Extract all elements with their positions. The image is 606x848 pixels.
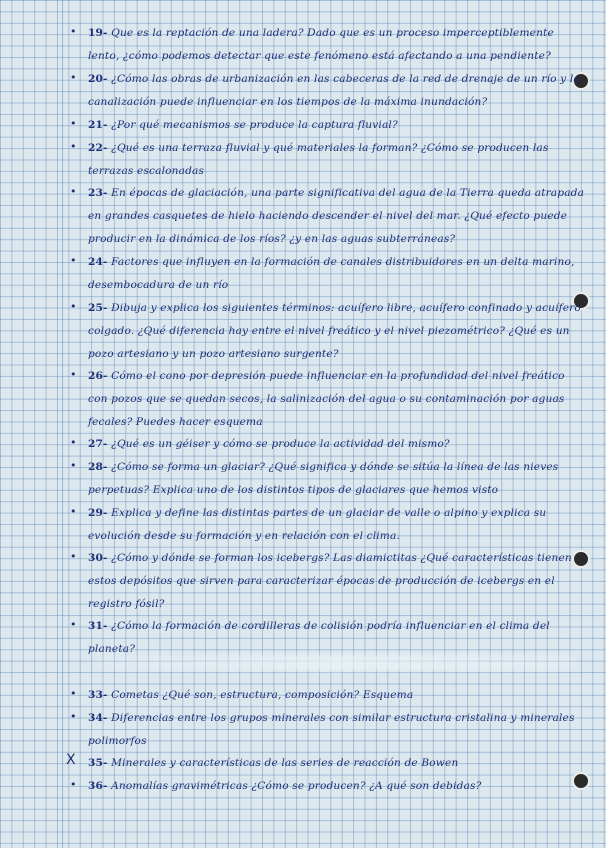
question-number: 24- [88,256,108,268]
question-text [88,365,586,433]
question-number: 21- [88,119,108,131]
question-text [88,456,586,502]
cross-mark: X [66,752,76,768]
bullet: • [70,117,77,130]
question-text [88,433,586,456]
question-text [88,707,586,753]
question-text [88,137,586,183]
bullet: • [70,618,77,631]
bullet: • [70,71,77,84]
bullet: • [70,687,77,700]
question-body: En épocas de glaciación, una parte significativa del agua de la Tierra queda atrapada en grandes casquetes de hielo haciendo descender el nivel del mar. ¿Qué efecto puede producir en la dinámica de los ríos? ¿y en las aguas subterráneas? [88,187,585,245]
question-number: 27- [88,438,108,450]
bullet: • [70,185,77,198]
question-text [88,775,586,798]
bullet: • [70,505,77,518]
bullet: • [70,300,77,313]
question-number: 23- [88,187,108,199]
question-number: 33- [88,689,108,701]
question-text [88,251,586,297]
question-number: 34- [88,712,108,724]
question-text [88,615,586,661]
bullet: • [70,778,77,791]
question-number: 20- [88,73,108,85]
question-text [88,68,586,114]
bullet: • [70,710,77,723]
question-number: 35- [88,757,108,769]
question-text [88,182,586,250]
question-body: ¿Cómo las obras de urbanización en las cabeceras de la red de drenaje de un río y la canalización puede influenciar en los tiempos de la máxima inundación? [88,73,580,108]
question-number: 25- [88,302,108,314]
question-number: 28- [88,461,108,473]
question-body: Diferencias entre los grupos minerales con similar estructura cristalina y minerales polimorfos [88,712,575,747]
question-body: Cometas ¿Qué son, estructura, composición? Esquema [111,689,414,701]
question-body: Cómo el cono por depresión puede influenciar en la profundidad del nivel freático con pozos que se quedan secos, la salinización del agua o su contaminación por aguas fecales? Puedes hacer esquema [88,370,565,428]
question-body: ¿Por qué mecanismos se produce la captura fluvial? [111,119,398,131]
question-body: ¿Cómo y dónde se forman los icebergs? Las diamictitas ¿Qué características tienen estos depósitos que sirven para caracterizar épocas de producción de icebergs en el registro fósil? [88,552,572,610]
bullet: • [70,550,77,563]
question-text [88,22,586,68]
question-text [88,684,586,707]
question-number: 36- [88,780,108,792]
question-number: 22- [88,142,108,154]
question-number: 26- [88,370,108,382]
bullet: • [70,140,77,153]
question-body: Explica y define las distintas partes de un glaciar de valle o alpino y explica su evolución desde su formación y en relación con el clima. [88,507,547,542]
question-body: ¿Cómo la formación de cordilleras de colisión podría influenciar en el clima del planeta? [88,620,550,655]
bullet: • [70,368,77,381]
question-number: 31- [88,620,108,632]
question-text [88,114,586,137]
question-body: Dibuja y explica los siguientes términos: acuífero libre, acuífero confinado y acuífero colgado. ¿Qué diferencia hay entre el nivel freático y el nivel piezométrico? ¿Qué es un pozo artesiano y un pozo artesiano surgente? [88,302,581,360]
question-body: ¿Cómo se forma un glaciar? ¿Qué significa y dónde se sitúa la línea de las nieves perpetuas? Explica uno de los distintos tipos de glaciares que hemos visto [88,461,559,496]
bullet: • [70,459,77,472]
question-body: Que es la reptación de una ladera? Dado que es un proceso imperceptiblemente lento, ¿cómo podemos detectar que este fenómeno está afectando a una pendiente? [88,27,554,62]
bullet: • [70,254,77,267]
bullet: • [70,436,77,449]
question-body: ¿Qué es una terraza fluvial y qué materiales la forman? ¿Cómo se producen las terrazas escalonadas [88,142,549,177]
question-text [88,297,586,365]
question-body: Factores que influyen en la formación de canales distribuidores en un delta marino, desembocadura de un río [88,256,575,291]
question-number: 19- [88,27,108,39]
question-body: Anomalías gravimétricas ¿Cómo se producen? ¿A qué son debidas? [111,780,482,792]
question-number: 30- [88,552,108,564]
question-number: 29- [88,507,108,519]
question-body: ¿Qué es un géiser y cómo se produce la actividad del mismo? [111,438,450,450]
question-text [88,752,586,775]
question-body: Minerales y características de las series de reacción de Bowen [111,757,459,769]
bullet: • [70,25,77,38]
question-text [88,502,586,548]
question-text [88,547,586,615]
